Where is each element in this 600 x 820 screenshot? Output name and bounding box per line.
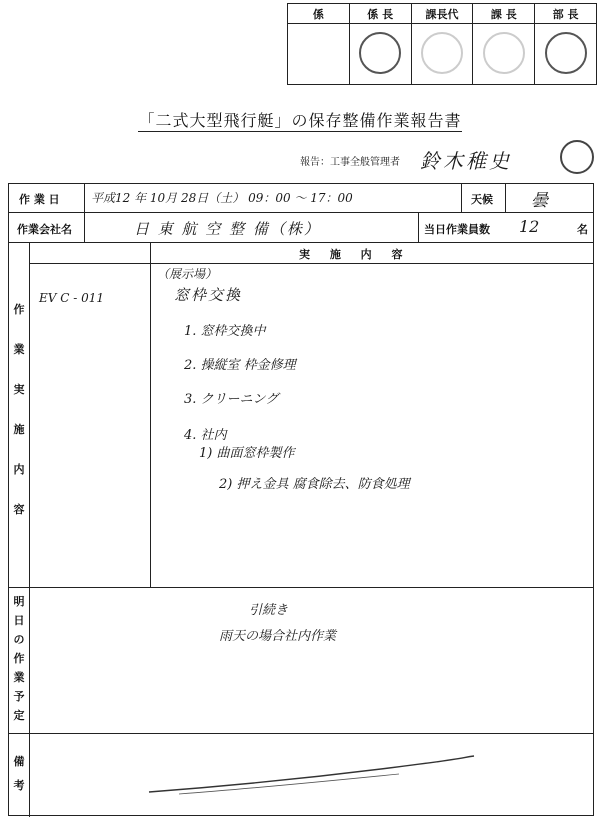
workers-label: 当日作業員数 bbox=[424, 223, 490, 236]
document-title: 「二式大型飛行艇」の保存整備作業報告書 bbox=[138, 111, 462, 130]
remarks-scribble bbox=[139, 744, 489, 804]
work-location: （展示場） bbox=[157, 267, 218, 281]
company-label: 作業会社名 bbox=[17, 223, 72, 236]
approval-cell-chief bbox=[349, 24, 411, 85]
work-ref: EV C - 011 bbox=[39, 291, 105, 305]
work-date-label: 作 業 日 bbox=[19, 193, 60, 206]
work-item: 1. 窓枠交換中 bbox=[184, 324, 266, 339]
approval-stamp-icon bbox=[483, 32, 525, 74]
approval-header-section-manager: 課 長 bbox=[473, 4, 535, 24]
work-content-header: 実 施 内 容 bbox=[299, 248, 411, 261]
work-item: 4. 社内 bbox=[184, 428, 227, 443]
tomorrow-side-label: 明 日 の 作 業 予 定 bbox=[13, 595, 25, 722]
work-item: 2. 操縦室 枠金修理 bbox=[184, 358, 296, 373]
remarks-side-label: 備 考 bbox=[13, 755, 25, 792]
reporter-name: 鈴木稚史 bbox=[420, 149, 512, 173]
work-date-value: 平成12 年 10月 28日（土） 09：00 〜 17：00 bbox=[91, 191, 353, 205]
approval-header-clerk: 係 bbox=[288, 4, 350, 24]
approval-cell-section-manager bbox=[473, 24, 535, 85]
approval-header-department-manager: 部 長 bbox=[535, 4, 597, 24]
company-value: 日 東 航 空 整 備（株） bbox=[134, 220, 321, 238]
workers-unit: 名 bbox=[577, 223, 588, 236]
approval-header-deputy-manager: 課長代 bbox=[411, 4, 473, 24]
work-item: 1) 曲面窓枠製作 bbox=[199, 446, 295, 461]
approval-stamp-table bbox=[287, 3, 597, 85]
work-item: 2) 押え金具 腐食除去、防食処理 bbox=[219, 477, 410, 492]
work-heading: 窓枠交換 bbox=[174, 286, 243, 304]
report-form bbox=[8, 183, 594, 816]
reporter-label: 報告：工事全般管理者 bbox=[300, 157, 400, 168]
weather-label: 天候 bbox=[471, 193, 493, 206]
weather-value: 曇 bbox=[531, 191, 548, 211]
work-side-label: 作 業 実 施 内 容 bbox=[13, 303, 25, 516]
work-item: 3. クリーニング bbox=[184, 392, 279, 407]
approval-cell-deputy-manager bbox=[411, 24, 473, 85]
workers-value: 12 bbox=[519, 217, 540, 236]
reporter-seal-icon bbox=[560, 140, 594, 174]
tomorrow-item: 引続き bbox=[249, 603, 289, 618]
approval-cell-clerk bbox=[288, 24, 350, 85]
approval-stamp-icon bbox=[545, 32, 587, 74]
approval-stamp-icon bbox=[421, 32, 463, 74]
approval-cell-department-manager bbox=[535, 24, 597, 85]
approval-header-chief: 係 長 bbox=[349, 4, 411, 24]
approval-stamp-icon bbox=[359, 32, 401, 74]
tomorrow-item: 雨天の場合社内作業 bbox=[219, 629, 337, 644]
